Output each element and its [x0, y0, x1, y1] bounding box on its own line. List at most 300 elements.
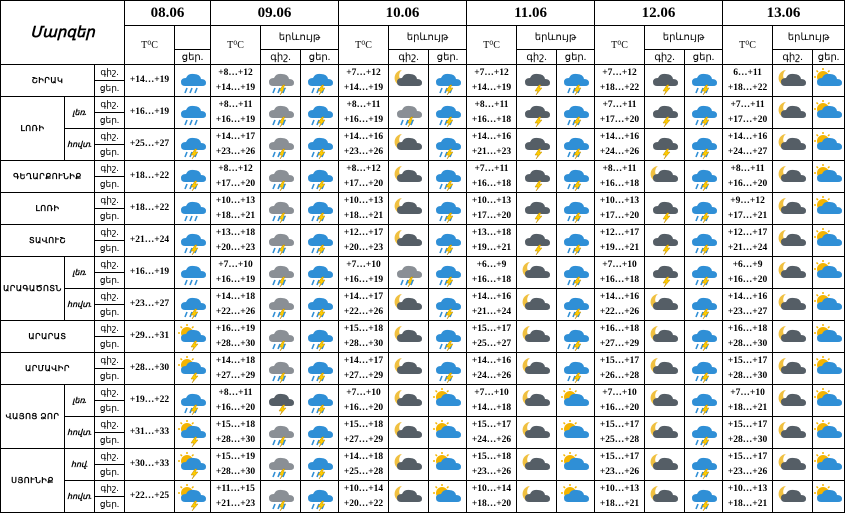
temp-range: [211, 97, 261, 129]
weather-cell: [813, 161, 845, 193]
temp-range: [339, 193, 389, 225]
weather-cell: [389, 353, 429, 385]
temp-range: [595, 417, 645, 449]
night-temp: +7…+12: [474, 67, 509, 78]
day-temp: +16…+19: [215, 274, 256, 285]
night-temp: +10…+13: [215, 195, 256, 206]
day-temp: +25…+28: [599, 434, 640, 445]
weather-cell: [429, 257, 467, 289]
weather-cell: [557, 321, 595, 353]
moon-cloud-icon: [394, 196, 424, 222]
day-temp: +28…+30: [215, 466, 256, 477]
storm-icon: [689, 452, 719, 478]
storm-icon: [689, 324, 719, 350]
day-temp: +28…+30: [727, 338, 768, 349]
weather-cell: [813, 257, 845, 289]
moon-cloud-icon: [394, 292, 424, 318]
weather-cell: [645, 65, 685, 97]
moon-cloud-icon: [394, 420, 424, 446]
moon-cloud-icon: [394, 68, 424, 94]
phenomenon-col-header: երևույթ: [773, 26, 845, 50]
temp-range: [339, 257, 389, 289]
weather-cell: [389, 289, 429, 321]
storm-night-icon: [266, 132, 296, 158]
storm-icon: [561, 292, 591, 318]
storm-icon: [305, 196, 335, 222]
weather-cell: [389, 65, 429, 97]
moon-cloud-icon: [778, 132, 808, 158]
day-temp: +23…+26: [343, 146, 384, 157]
moon-cloud-icon: [778, 260, 808, 286]
night-temp: +13…+18: [215, 227, 256, 238]
sun-cloud-icon: [814, 388, 844, 414]
weather-cell: [517, 385, 557, 417]
weather-cell: [261, 449, 301, 481]
night-temp: +12…+17: [343, 227, 384, 238]
weather-cell: [813, 97, 845, 129]
day-temp: +16…+20: [599, 402, 640, 413]
temp-range: [339, 321, 389, 353]
day-temp: +19…+21: [599, 242, 640, 253]
night-subheader: գիշ.: [389, 50, 429, 65]
temp-range: [595, 65, 645, 97]
weather-cell: [175, 193, 211, 225]
day-label: ցեր.: [95, 497, 125, 513]
temp-range: [723, 353, 773, 385]
weather-cell: [389, 321, 429, 353]
temp-range: [595, 385, 645, 417]
weather-cell: [429, 321, 467, 353]
table-row: [1, 353, 845, 369]
weather-cell: [557, 97, 595, 129]
storm-icon: [433, 228, 463, 254]
weather-cell: [517, 193, 557, 225]
day-temp: +16…+19: [343, 114, 384, 125]
altitude-label: հովտ.: [65, 129, 95, 161]
sun-cloud-icon: [433, 484, 463, 510]
region-name: ՏԱՎՈՒՇ: [1, 225, 95, 257]
weather-cell: [517, 257, 557, 289]
weather-cell: [261, 225, 301, 257]
weather-cell: [557, 417, 595, 449]
weather-cell: [301, 129, 339, 161]
storm-icon: [305, 452, 335, 478]
moon-cloud-icon: [394, 132, 424, 158]
weather-cell: [557, 481, 595, 513]
weather-cell: [645, 449, 685, 481]
temp-range: [211, 161, 261, 193]
table-row: [1, 161, 845, 177]
weather-cell: [685, 449, 723, 481]
day-temp: +23…+26: [727, 466, 768, 477]
weather-cell: [175, 289, 211, 321]
night-temp: +8…+11: [346, 99, 381, 110]
temp-range: [211, 321, 261, 353]
altitude-label: լեռ.: [65, 257, 95, 289]
storm-icon: [561, 260, 591, 286]
weather-cell: [429, 129, 467, 161]
temp-range: [467, 193, 517, 225]
night-temp: +15…+17: [727, 355, 768, 366]
storm-night-icon: [266, 324, 296, 350]
sun-cloud-icon: [433, 420, 463, 446]
cloud-dark-icon: [650, 68, 680, 94]
day-temp: +16…+18: [599, 178, 640, 189]
weather-cell: [301, 161, 339, 193]
moon-cloud-icon: [394, 324, 424, 350]
night-temp: +15…+17: [727, 419, 768, 430]
weather-cell: [813, 225, 845, 257]
storm-night-icon: [266, 452, 296, 478]
temp-range: [595, 225, 645, 257]
night-temp: +14…+16: [599, 291, 640, 302]
weather-cell: [261, 481, 301, 513]
night-temp: +8…+11: [218, 99, 253, 110]
moon-cloud-icon: [778, 420, 808, 446]
weather-cell: [813, 321, 845, 353]
night-temp: +15…+17: [471, 323, 512, 334]
day-temp: +18…+22: [727, 82, 768, 93]
weather-cell: [429, 385, 467, 417]
temp-range: [211, 289, 261, 321]
weather-cell: [685, 65, 723, 97]
weather-cell: [813, 481, 845, 513]
temp-range: [723, 129, 773, 161]
weather-cell: [645, 257, 685, 289]
temp-col-header: T⁰C: [595, 26, 645, 65]
day-label: ցեր.: [95, 145, 125, 161]
temp-range: [723, 289, 773, 321]
altitude-label: հովտ.: [65, 417, 95, 449]
temp-col-header: T⁰C: [211, 26, 261, 65]
temp-range: [595, 257, 645, 289]
night-label: գիշ.: [95, 97, 125, 113]
day-temp: +14…+19: [215, 82, 256, 93]
weather-cell: [813, 193, 845, 225]
weather-cell: [301, 449, 339, 481]
moon-cloud-icon: [778, 484, 808, 510]
temp-range: [211, 481, 261, 513]
storm-icon: [561, 356, 591, 382]
weather-cell: [301, 257, 339, 289]
moon-cloud-icon: [522, 388, 552, 414]
temp-range: [467, 225, 517, 257]
temp-range: [723, 97, 773, 129]
sun-cloud-icon: [814, 356, 844, 382]
moon-cloud-icon: [778, 324, 808, 350]
temp-range: [723, 193, 773, 225]
weather-cell: [517, 353, 557, 385]
day-temp: +16…+18: [599, 274, 640, 285]
storm-night-icon: [266, 68, 296, 94]
day-temp: +18…+21: [599, 498, 640, 509]
weather-cell: [645, 385, 685, 417]
weather-cell: [389, 417, 429, 449]
temp-range: [339, 65, 389, 97]
night-temp: +11…+15: [216, 483, 255, 494]
night-label: գիշ.: [95, 289, 125, 305]
night-temp: +7…+10: [730, 387, 765, 398]
weather-cell: [261, 321, 301, 353]
storm-icon: [689, 100, 719, 126]
weather-cell: [301, 225, 339, 257]
night-label: գիշ.: [95, 321, 125, 337]
weather-cell: [813, 449, 845, 481]
weather-cell: [175, 257, 211, 289]
weather-cell: [813, 65, 845, 97]
weather-cell: [301, 289, 339, 321]
night-label: գիշ.: [95, 353, 125, 369]
weather-cell: [773, 65, 813, 97]
weather-cell: [175, 385, 211, 417]
day-label: ցեր.: [95, 337, 125, 353]
weather-cell: [773, 481, 813, 513]
day-temp: +27…+29: [343, 370, 384, 381]
storm-icon: [561, 132, 591, 158]
rain-icon: [178, 100, 208, 126]
storm-night-icon: [266, 164, 296, 190]
night-temp: +14…+18: [343, 451, 384, 462]
storm-night-icon: [266, 260, 296, 286]
weather-cell: [301, 65, 339, 97]
night-temp: +10…+14: [471, 483, 512, 494]
temp-range: [595, 161, 645, 193]
day-temp: +18…+22: [599, 82, 640, 93]
cloud-dark-icon: [522, 68, 552, 94]
storm-icon: [561, 68, 591, 94]
day-temp: +24…+26: [471, 434, 512, 445]
region-name: ՍՅՈՒՆԻՔ: [1, 449, 65, 513]
weather-cell: [773, 417, 813, 449]
night-temp: +14…+16: [471, 291, 512, 302]
weather-cell: [261, 417, 301, 449]
weather-cell: [645, 353, 685, 385]
moon-cloud-icon: [650, 292, 680, 318]
cloud-dark-icon: [650, 228, 680, 254]
temp-range: [723, 449, 773, 481]
moon-cloud-icon: [522, 356, 552, 382]
phenomenon-col-header: երևույթ: [261, 26, 339, 50]
temp-range: [339, 97, 389, 129]
night-temp: +14…+17: [343, 355, 384, 366]
weather-cell: [429, 65, 467, 97]
weather-cell: [429, 193, 467, 225]
moon-cloud-icon: [394, 164, 424, 190]
weather-cell: [301, 97, 339, 129]
day-temp: +22…+25: [125, 481, 175, 513]
temp-range: [339, 417, 389, 449]
night-temp: +14…+16: [343, 131, 384, 142]
storm-icon: [178, 388, 208, 414]
moon-cloud-icon: [650, 324, 680, 350]
night-label: գիշ.: [95, 385, 125, 401]
moon-cloud-icon: [778, 452, 808, 478]
sun-cloud-icon: [561, 420, 591, 446]
day-temp: +14…+19: [471, 82, 512, 93]
table-row: [1, 129, 845, 145]
storm-icon: [433, 68, 463, 94]
weather-cell: [557, 353, 595, 385]
weather-cell: [517, 321, 557, 353]
day-temp: +17…+20: [215, 178, 256, 189]
date-header: 10.06: [339, 1, 467, 26]
night-temp: +7…+12: [346, 67, 381, 78]
cloud-dark-icon: [522, 132, 552, 158]
cloud-dark-icon: [650, 100, 680, 126]
night-temp: +8…+11: [602, 163, 637, 174]
storm-icon: [433, 324, 463, 350]
sun-cloud-icon: [814, 324, 844, 350]
storm-icon: [178, 228, 208, 254]
temp-range: [467, 321, 517, 353]
night-temp: +14…+16: [471, 131, 512, 142]
weather-cell: [557, 193, 595, 225]
moon-cloud-icon: [394, 228, 424, 254]
night-temp: +12…+17: [599, 227, 640, 238]
moon-cloud-icon: [650, 484, 680, 510]
weather-cell: [645, 417, 685, 449]
day-temp: +17…+20: [343, 178, 384, 189]
storm-night-icon: [266, 292, 296, 318]
date-header: 11.06: [467, 1, 595, 26]
weather-cell: [773, 353, 813, 385]
night-temp: +12…+17: [727, 227, 768, 238]
night-temp: +14…+16: [471, 355, 512, 366]
night-temp: +7…+10: [346, 259, 381, 270]
day-temp: +16…+18: [471, 274, 512, 285]
day-temp: +28…+30: [343, 338, 384, 349]
weather-cell: [773, 193, 813, 225]
rain-icon: [178, 68, 208, 94]
day-temp: +21…+24: [125, 225, 175, 257]
weather-cell: [261, 97, 301, 129]
temp-range: [723, 385, 773, 417]
weather-cell: [685, 481, 723, 513]
weather-cell: [773, 129, 813, 161]
moon-cloud-icon: [778, 196, 808, 222]
day-temp: +25…+27: [125, 129, 175, 161]
storm-icon: [433, 260, 463, 286]
moon-cloud-icon: [650, 164, 680, 190]
weather-cell: [301, 193, 339, 225]
weather-cell: [429, 481, 467, 513]
sun-cloud-icon: [814, 132, 844, 158]
weather-cell: [813, 353, 845, 385]
night-temp: +14…+17: [343, 291, 384, 302]
weather-cell: [557, 129, 595, 161]
weather-cell: [645, 225, 685, 257]
day-temp: +18…+21: [727, 402, 768, 413]
temp-range: [723, 417, 773, 449]
altitude-label: լեռ.: [65, 385, 95, 417]
weather-cell: [389, 97, 429, 129]
storm-icon: [561, 228, 591, 254]
weather-cell: [301, 385, 339, 417]
sun-storm-icon: [178, 484, 208, 510]
night-temp: +8…+12: [218, 163, 253, 174]
night-temp: +14…+16: [599, 131, 640, 142]
storm-icon: [305, 292, 335, 318]
day-label: ցեր.: [95, 113, 125, 129]
day-label: ցեր.: [95, 369, 125, 385]
sun-storm-icon: [178, 420, 208, 446]
day-temp: +30…+33: [125, 449, 175, 481]
night-temp: +7…+10: [602, 259, 637, 270]
day-temp: +17…+20: [471, 210, 512, 221]
phenomenon-col-header: երևույթ: [645, 26, 723, 50]
date-header: 09.06: [211, 1, 339, 26]
night-temp: +10…+13: [343, 195, 384, 206]
region-name: ԱՐԱՐԱՏ: [1, 321, 95, 353]
sun-cloud-icon: [561, 452, 591, 478]
moon-cloud-icon: [522, 292, 552, 318]
weather-cell: [301, 353, 339, 385]
storm-night-icon: [266, 420, 296, 446]
temp-range: [723, 257, 773, 289]
day-temp: +23…+27: [125, 289, 175, 321]
weather-cell: [175, 161, 211, 193]
temp-range: [339, 161, 389, 193]
day-temp: +24…+27: [727, 146, 768, 157]
night-label: գիշ.: [95, 449, 125, 465]
rain-icon: [178, 196, 208, 222]
weather-cell: [813, 129, 845, 161]
day-label: ցեր.: [95, 209, 125, 225]
weather-cell: [175, 481, 211, 513]
temp-range: [467, 385, 517, 417]
night-temp: +14…+17: [215, 131, 256, 142]
day-temp: +16…+19: [215, 114, 256, 125]
day-temp: +17…+20: [599, 114, 640, 125]
day-label: ցեր.: [95, 177, 125, 193]
phenomenon-col-header: [175, 26, 211, 50]
temp-range: [467, 97, 517, 129]
sun-cloud-icon: [561, 388, 591, 414]
day-temp: +21…+23: [215, 498, 256, 509]
table-row: [1, 97, 845, 113]
day-temp: +22…+26: [215, 306, 256, 317]
day-temp: +22…+26: [343, 306, 384, 317]
weather-cell: [175, 321, 211, 353]
day-temp: +26…+28: [599, 370, 640, 381]
day-temp: +31…+33: [125, 417, 175, 449]
altitude-label: հով.: [65, 449, 95, 481]
night-label: գիշ.: [95, 257, 125, 273]
table-row: [1, 193, 845, 209]
sun-cloud-icon: [814, 228, 844, 254]
table-row: [1, 225, 845, 241]
day-label: ցեր.: [95, 433, 125, 449]
night-temp: +7…+11: [730, 99, 765, 110]
day-temp: +16…+19: [343, 274, 384, 285]
day-label: ցեր.: [95, 305, 125, 321]
weather-cell: [261, 193, 301, 225]
temp-range: [723, 225, 773, 257]
sun-cloud-icon: [814, 452, 844, 478]
temp-range: [211, 65, 261, 97]
night-temp: +7…+10: [474, 387, 509, 398]
day-label: ցեր.: [95, 81, 125, 97]
weather-cell: [773, 161, 813, 193]
day-label: ցեր.: [95, 465, 125, 481]
moon-cloud-icon: [778, 388, 808, 414]
weather-cell: [175, 225, 211, 257]
day-temp: +27…+29: [215, 370, 256, 381]
night-temp: +16…+19: [215, 323, 256, 334]
weather-cell: [685, 129, 723, 161]
storm-night-icon: [394, 100, 424, 126]
night-label: գիշ.: [95, 225, 125, 241]
